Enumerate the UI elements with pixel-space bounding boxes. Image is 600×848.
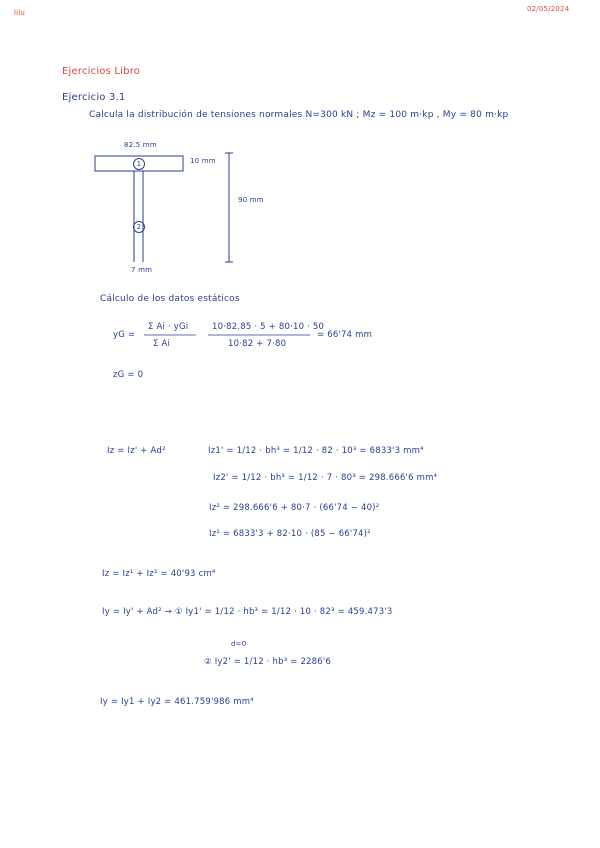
iy-distance-note: d=0 bbox=[231, 640, 247, 648]
iz-main-equation: Iz = Iz' + Ad² bbox=[107, 446, 166, 456]
height-label: 90 mm bbox=[238, 196, 264, 204]
corner-note: lilu bbox=[14, 9, 26, 17]
iz1-steiner: Iz¹ = 6833'3 + 82·10 · (85 − 66'74)² bbox=[209, 529, 371, 539]
exercise-heading: Ejercicio 3.1 bbox=[62, 92, 126, 103]
iz1-term: Iz1' = 1/12 · bh³ = 1/12 · 82 · 10³ = 6833'3 mm⁴ bbox=[208, 446, 424, 456]
date-label: 02/05/2024 bbox=[527, 5, 570, 13]
yg-numerator-values: 10·82.85 · 5 + 80·10 · 50 bbox=[212, 322, 325, 332]
yg-lhs: yG = bbox=[113, 330, 136, 340]
part-1-marker: 1 bbox=[133, 158, 145, 170]
iy2-term: ② Iy2' = 1/12 · hb³ = 2286'6 bbox=[204, 657, 332, 667]
yg-numerator: Σ Ai · yGi bbox=[148, 322, 189, 332]
iz-total: Iz = Iz¹ + Iz² = 40'93 cm⁴ bbox=[102, 569, 216, 579]
iy-total: Iy = Iy1 + Iy2 = 461.759'986 mm⁴ bbox=[100, 697, 254, 707]
yg-denominator-values: 10·82 + 7·80 bbox=[228, 339, 287, 349]
flange-width-label: 82.5 mm bbox=[124, 141, 157, 149]
zg-value: zG = 0 bbox=[113, 370, 144, 380]
iz2-steiner: Iz² = 298.666'6 + 80·7 · (66'74 − 40)² bbox=[209, 503, 380, 513]
part-2-marker: 2 bbox=[133, 221, 145, 233]
yg-result: = 66'74 mm bbox=[317, 330, 373, 340]
web-width-label: 7 mm bbox=[131, 266, 153, 274]
section-title: Cálculo de los datos estáticos bbox=[100, 294, 240, 304]
page-title: Ejercicios Libro bbox=[62, 66, 141, 77]
iy-main-equation: Iy = Iy' + Ad² → ① Iy1' = 1/12 · hb³ = 1/12 · 10 · 82³ = 459.473'3 bbox=[102, 607, 393, 617]
yg-denominator: Σ Ai bbox=[153, 339, 171, 349]
flange-thickness-label: 10 mm bbox=[190, 157, 216, 165]
problem-statement: Calcula la distribución de tensiones normales N=300 kN ; Mz = 100 m·kp , My = 80 m·kp bbox=[89, 110, 509, 120]
iz2-term: Iz2' = 1/12 · bh³ = 1/12 · 7 · 80³ = 298.666'6 mm⁴ bbox=[213, 473, 438, 483]
